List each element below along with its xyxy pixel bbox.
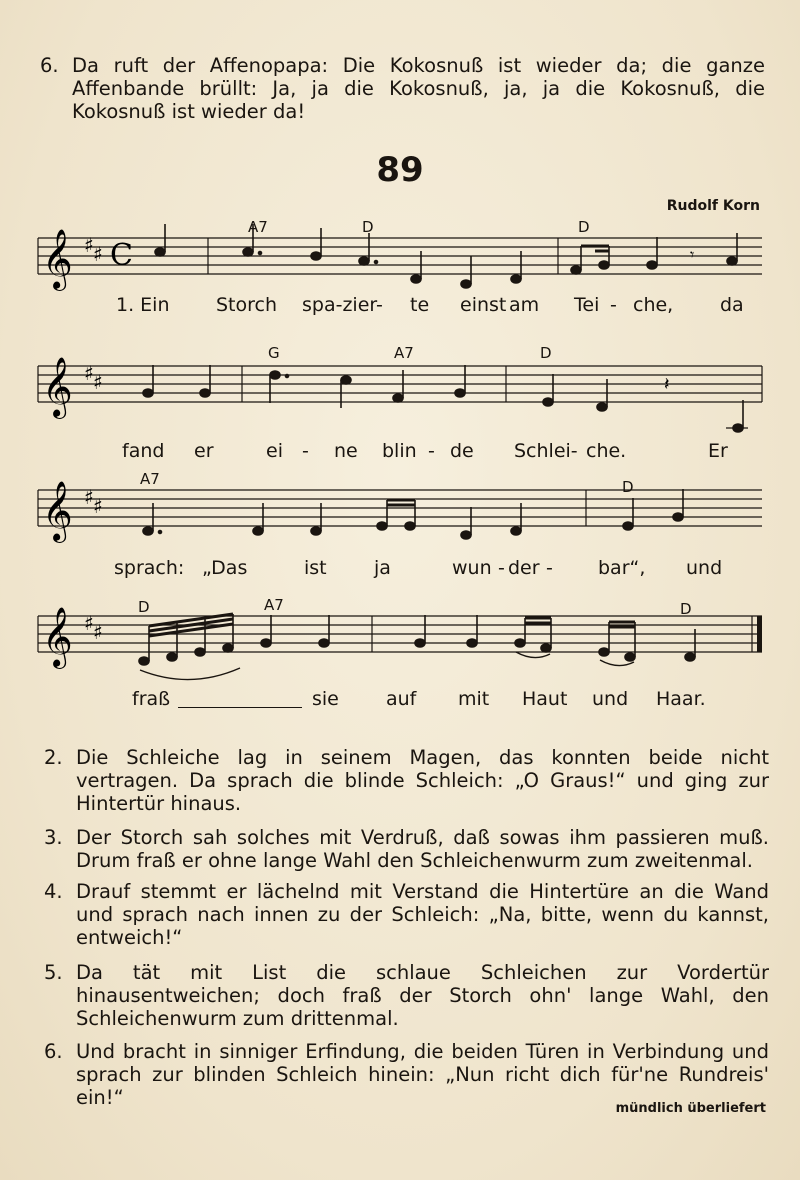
lyric: che,	[633, 294, 674, 316]
lyric: bar“,	[598, 557, 646, 579]
treble-clef-icon: 𝄞	[42, 607, 73, 667]
lyric: der	[508, 557, 540, 579]
lyric: wun	[452, 557, 492, 579]
lyric: -	[546, 557, 553, 579]
lyric: fraß	[132, 688, 171, 710]
lyric: Haut	[522, 688, 568, 710]
treble-clef-icon: 𝄞	[42, 357, 73, 417]
lyric: che.	[586, 440, 627, 462]
verse-number: 2.	[44, 746, 63, 769]
verse-text: Drauf stemmt er lächelnd mit Verstand die Hintertüre an die Wand und sprach nach innen zu der Schleich: „Na, bitte, wenn du kannst, entweich!“	[76, 880, 769, 949]
lyric: auf	[386, 688, 417, 710]
sharp-icon: ♯	[93, 494, 103, 518]
lyric: sprach:	[114, 557, 185, 579]
lyric: -	[610, 294, 617, 316]
verse-number: 6.	[44, 1040, 63, 1063]
chord: A7	[394, 344, 414, 362]
sharp-icon: ♯	[84, 611, 94, 635]
verse-text: Da tät mit List die schlaue Schleichen zur Vordertür hinausentweichen; doch fraß der Storch ohn' lange Wahl, den Schleichenwurm zum drittenmal.	[76, 961, 769, 1030]
staff-line-2	[0, 342, 800, 452]
lyric: „Das	[202, 557, 248, 579]
lyric: und	[592, 688, 629, 710]
chord: D	[138, 598, 150, 616]
lyric: de	[450, 440, 474, 462]
verse-text: Der Storch sah solches mit Verdruß, daß sowas ihm passieren muß. Drum fraß er ohne lange Wahl den Schleichenwurm zum zweitenmal.	[76, 826, 769, 872]
lyric: Schlei-	[514, 440, 578, 462]
sharp-icon: ♯	[84, 233, 94, 257]
verse-number: 3.	[44, 826, 63, 849]
svg-text:𝄾: 𝄾	[690, 245, 695, 264]
sharp-icon: ♯	[84, 485, 94, 509]
sharp-icon: ♯	[93, 242, 103, 266]
chord: A7	[264, 596, 284, 614]
sharp-icon: ♯	[93, 370, 103, 394]
verse-number: 5.	[44, 961, 63, 984]
lyric: ist	[304, 557, 327, 579]
lyric: -	[498, 557, 505, 579]
chord: A7	[248, 218, 268, 236]
verse-text: Und bracht in sinniger Erfindung, die beiden Türen in Verbindung und sprach zur blinden Schleich hinein: „Nun richt dich für'ne Rundreis' ein!“	[76, 1040, 769, 1109]
sharp-icon: ♯	[84, 361, 94, 385]
composer: Rudolf Korn	[666, 198, 760, 214]
lyric: 1. Ein	[116, 294, 170, 316]
treble-clef-icon: 𝄞	[42, 481, 73, 541]
lyric: einst	[460, 294, 507, 316]
chord: G	[268, 344, 280, 362]
melisma-line	[178, 707, 302, 708]
lyric: sie	[312, 688, 339, 710]
lyric: ne	[334, 440, 358, 462]
lyric: und	[686, 557, 723, 579]
verse-text: Da ruft der Affenopapa: Die Kokosnuß ist wieder da; die ganze Affenbande brüllt: Ja, ja die Kokosnuß, ja, ja die Kokosnuß, die Kokosnuß ist wieder da!	[72, 54, 765, 123]
lyric: Tei	[574, 294, 600, 316]
lyric: ja	[374, 557, 391, 579]
treble-clef-icon: 𝄞	[42, 229, 73, 289]
chord: D	[680, 600, 692, 618]
svg-text:𝄽: 𝄽	[664, 374, 670, 395]
lyric: Er	[708, 440, 728, 462]
lyric: am	[509, 294, 540, 316]
lyric: da	[720, 294, 744, 316]
lyric: spa-zier-	[302, 294, 383, 316]
lyric: blin	[382, 440, 417, 462]
chord: D	[362, 218, 374, 236]
lyric: ei	[266, 440, 283, 462]
verse-number: 4.	[44, 880, 63, 903]
chord: D	[540, 344, 552, 362]
verse-number: 6.	[40, 54, 59, 77]
sharp-icon: ♯	[93, 620, 103, 644]
chord: A7	[140, 470, 160, 488]
lyric: Haar.	[656, 688, 706, 710]
lyric: Storch	[216, 294, 278, 316]
song-number: 89	[376, 150, 424, 190]
lyric: te	[410, 294, 430, 316]
staff-line-3	[0, 470, 800, 570]
lyric: -	[428, 440, 435, 462]
chord: D	[622, 478, 634, 496]
verse-text: Die Schleiche lag in seinem Magen, das konnten beide nicht vertragen. Da sprach die blinde Schleich: „O Graus!“ und ging zur Hintertür hinaus.	[76, 746, 769, 815]
source-note: mündlich überliefert	[615, 1101, 766, 1116]
staff-line-4	[0, 592, 800, 702]
lyric: er	[194, 440, 214, 462]
lyric: -	[302, 440, 309, 462]
chord: D	[578, 218, 590, 236]
lyric: fand	[122, 440, 165, 462]
lyric: mit	[458, 688, 490, 710]
time-signature: C	[110, 238, 133, 273]
